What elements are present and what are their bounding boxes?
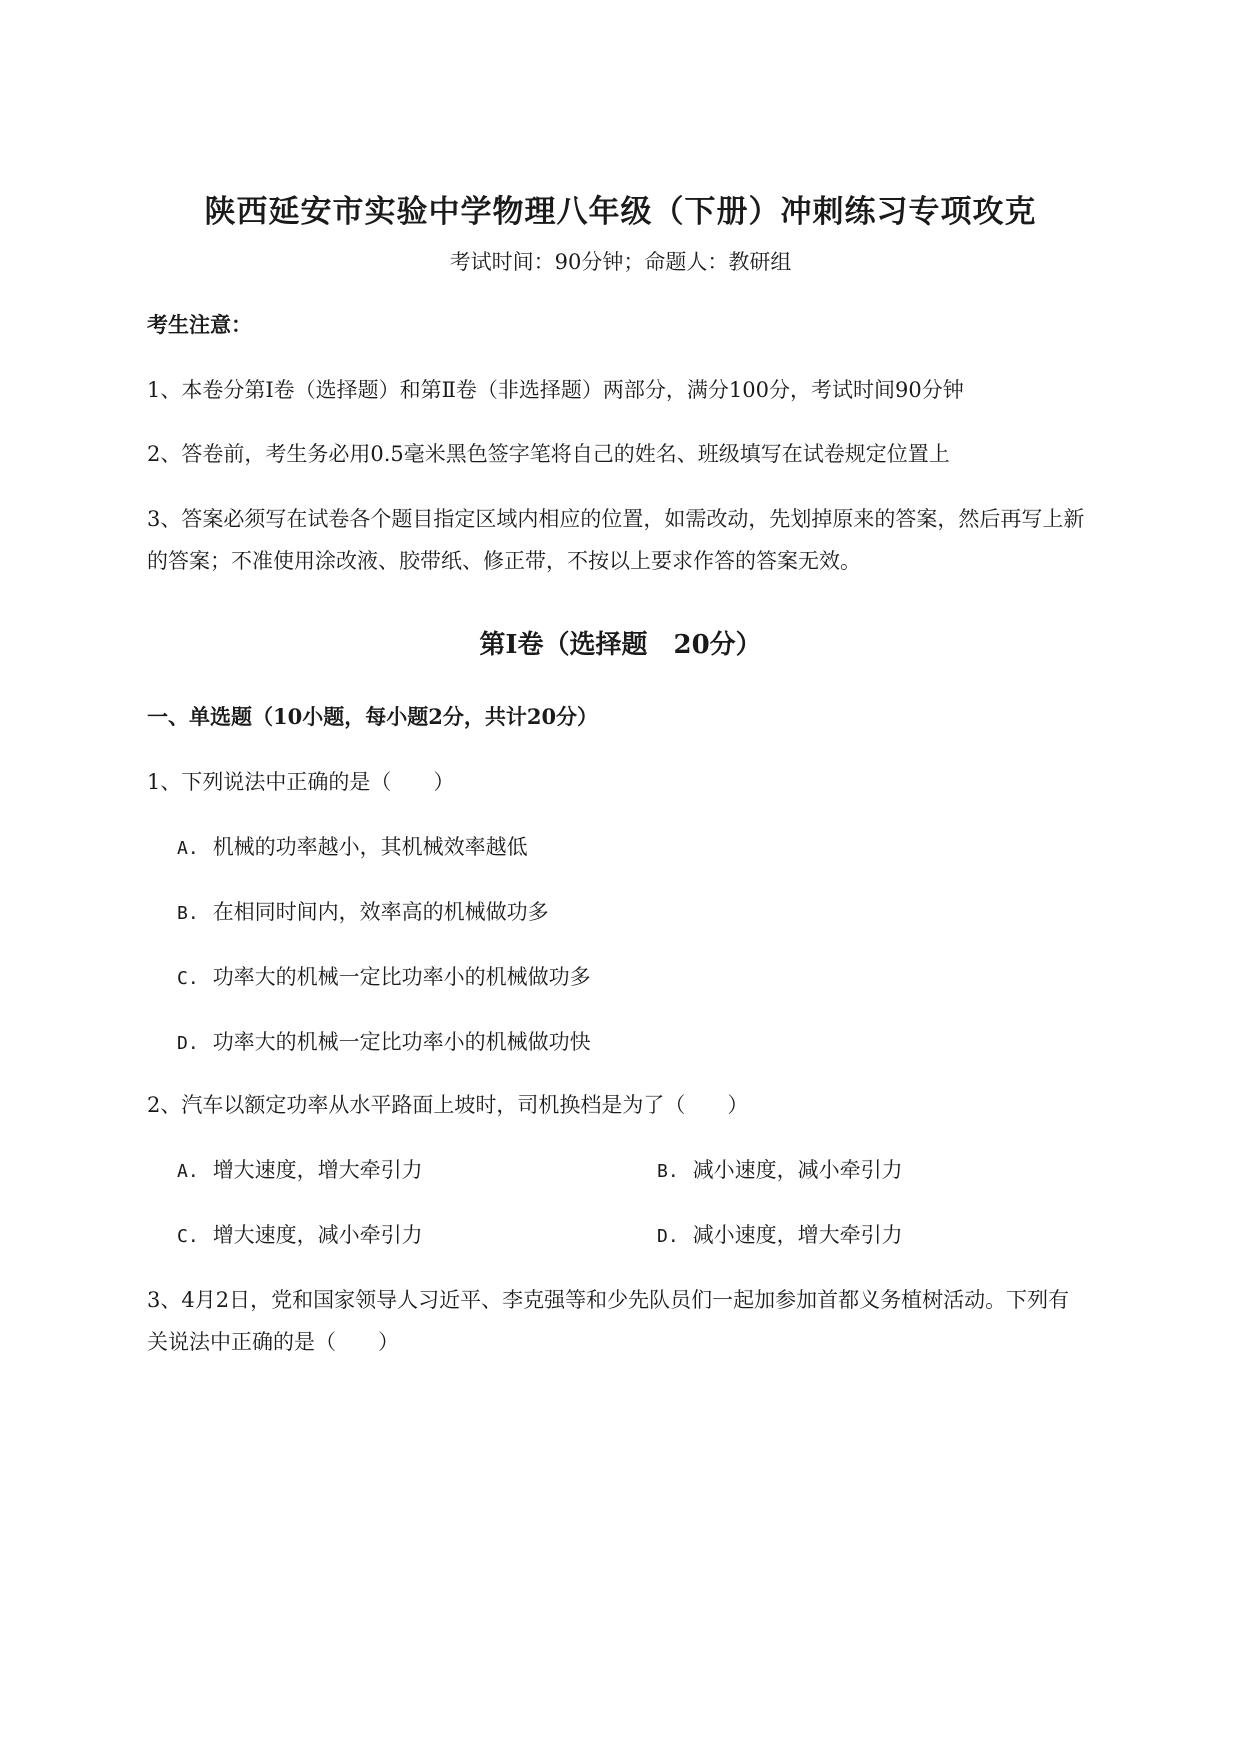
part-heading: 一、单选题（10小题，每小题2分，共计20分） bbox=[147, 704, 599, 729]
question-option[interactable] bbox=[177, 1153, 423, 1189]
option-text: 功率大的机械一定比功率小的机械做功快 bbox=[212, 1030, 591, 1054]
question-stem: 2、汽车以额定功率从水平路面上坡时，司机换档是为了（ ） bbox=[147, 1093, 749, 1117]
notice-item-continued: 的答案；不准使用涂改液、胶带纸、修正带，不按以上要求作答的答案无效。 bbox=[147, 549, 861, 573]
option-letter: A. bbox=[177, 1161, 199, 1182]
option-letter: D. bbox=[657, 1226, 679, 1247]
option-letter: D. bbox=[177, 1033, 199, 1054]
question-option[interactable] bbox=[177, 830, 528, 866]
question-stem: 1、下列说法中正确的是（ ） bbox=[147, 770, 455, 794]
option-letter: C. bbox=[177, 1226, 199, 1247]
question-option[interactable] bbox=[177, 1025, 591, 1061]
section-title: 第Ⅰ卷（选择题 20分） bbox=[479, 630, 762, 660]
question-stem: 3、4月2日，党和国家领导人习近平、李克强等和少先队员们一起加参加首都义务植树活动。下列有 bbox=[147, 1288, 1070, 1312]
option-text: 在相同时间内，效率高的机械做功多 bbox=[212, 900, 549, 924]
option-text: 减小速度，增大牵引力 bbox=[692, 1223, 903, 1247]
question-option[interactable] bbox=[177, 895, 549, 931]
exam-title: 陕西延安市实验中学物理八年级（下册）冲刺练习专项攻克 bbox=[204, 194, 1037, 230]
notice-item: 3、答案必须写在试卷各个题目指定区域内相应的位置，如需改动，先划掉原来的答案，然后再写上新 bbox=[147, 507, 1085, 531]
question-option[interactable] bbox=[177, 960, 591, 996]
option-letter: A. bbox=[177, 838, 199, 859]
option-text: 功率大的机械一定比功率小的机械做功多 bbox=[212, 965, 591, 989]
notice-item: 2、答卷前，考生务必用0.5毫米黑色签字笔将自己的姓名、班级填写在试卷规定位置上 bbox=[147, 442, 950, 466]
question-option[interactable] bbox=[177, 1218, 423, 1254]
notice-heading: 考生注意： bbox=[147, 312, 252, 337]
option-text: 增大速度，减小牵引力 bbox=[212, 1223, 423, 1247]
option-letter: C. bbox=[177, 968, 199, 989]
notice-item: 1、本卷分第Ⅰ卷（选择题）和第Ⅱ卷（非选择题）两部分，满分100分，考试时间90分钟 bbox=[147, 378, 964, 402]
option-text: 减小速度，减小牵引力 bbox=[692, 1158, 903, 1182]
option-text: 机械的功率越小，其机械效率越低 bbox=[212, 835, 528, 859]
exam-subtitle: 考试时间：90分钟；命题人：教研组 bbox=[449, 250, 792, 274]
question-option[interactable] bbox=[657, 1218, 903, 1254]
question-stem-continued: 关说法中正确的是（ ） bbox=[147, 1330, 399, 1354]
option-letter: B. bbox=[177, 903, 199, 924]
option-text: 增大速度，增大牵引力 bbox=[212, 1158, 423, 1182]
option-letter: B. bbox=[657, 1161, 679, 1182]
question-option[interactable] bbox=[657, 1153, 903, 1189]
